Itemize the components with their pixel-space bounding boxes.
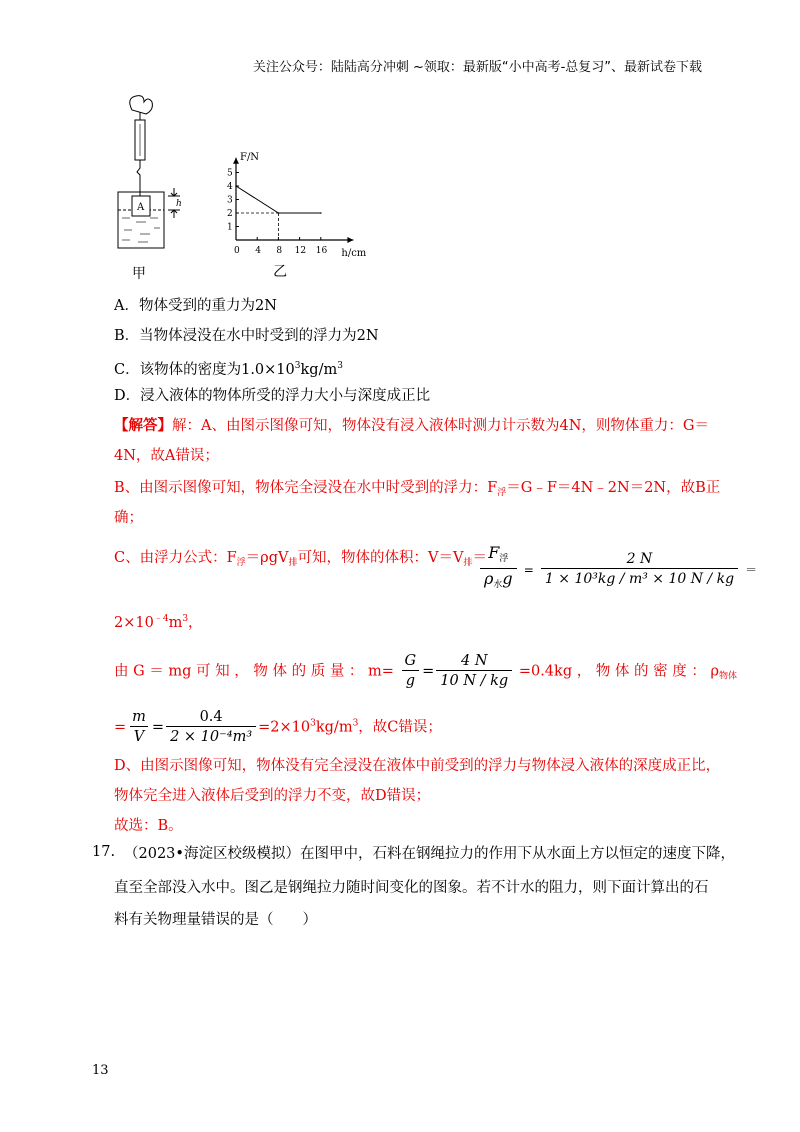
- m-f1-num: G: [404, 653, 417, 669]
- c-sub2: 排: [288, 558, 298, 568]
- m-post: =0.4kg ， 物 体 的 密 度 ： ρ: [518, 663, 720, 680]
- question-line3: 料有关物理量错误的是（ ）: [114, 912, 317, 928]
- question-line2: 直至全部没入水中。图乙是钢绳拉力随时间变化的图象。若不计水的阻力，则下面计算出的石: [114, 880, 709, 896]
- c-eq: ＝: [472, 550, 487, 566]
- rho-tail: ，故C错误；: [358, 719, 442, 736]
- frac-g-g: [401, 652, 421, 691]
- m-f2-num: 4 N: [460, 653, 488, 669]
- f1-num-sub: 浮: [499, 554, 509, 564]
- x-axis-arrow: [347, 237, 353, 243]
- c-mid: ＝ρgV: [245, 550, 289, 566]
- option-c-text: C．该物体的密度为1.0×10: [114, 362, 295, 378]
- x-tick-label: 16: [315, 246, 328, 256]
- option-b: B．当物体浸没在水中时受到的浮力为2N: [114, 328, 379, 344]
- f1-num: F: [488, 543, 500, 562]
- rho-end: kg/m: [315, 719, 353, 736]
- f2-num: 2 N: [626, 551, 653, 567]
- y-tick-label: 1: [227, 222, 233, 233]
- answer-b-text: B、由图示图像可知，物体完全浸没在水中时受到的浮力：F: [114, 480, 498, 496]
- answer-a-text: 解：A、由图示图像可知，物体没有浸入液体时测力计示数为4N，则物体重力：G＝: [172, 418, 709, 434]
- option-c-sup: 3: [294, 361, 301, 371]
- page-header: 关注公众号：陆陆高分冲刺 ~领取：最新版“小中高考-总复习”、最新试卷下载: [252, 60, 702, 75]
- block-label: A: [137, 202, 145, 213]
- frac-f-rho: [480, 544, 517, 595]
- c2-sup2: 3: [182, 614, 189, 624]
- answer-c-line3: 由 G ＝ mg 可 知 ， 物 体 的 质 量 ： m= $\frac{G}{g}$ = $\frac{4 N}{10 N / kg}$ =0.4kg ， 物 体 的 密 度 ： $\rho_{物体}$: [114, 653, 738, 689]
- option-d: D．浸入液体的物体所受的浮力大小与深度成正比: [114, 388, 431, 404]
- c2-end: ，: [188, 615, 203, 631]
- hand-icon: [130, 96, 153, 114]
- c-sub1: 浮: [236, 558, 246, 568]
- rho-pre: =: [114, 719, 127, 736]
- formula-volume: $\frac{F_浮}{\rho_水g}$ = $\frac{2 N}{\text{1 × 10³kg / m³ × 10 N / kg}}$ ＝: [478, 544, 757, 595]
- figure-yi-chart: [222, 140, 372, 285]
- data-point: [235, 185, 237, 187]
- c-end: ＝: [745, 563, 758, 577]
- data-point: [320, 212, 322, 214]
- answer-b-sub: 浮: [497, 488, 507, 498]
- option-a: A．物体受到的重力为2N: [114, 298, 277, 314]
- answer-d-line2: 物体完全进入液体后受到的浮力不变，故D错误；: [114, 788, 431, 804]
- question-line1: （2023•海淀区校级模拟）在图甲中，石料在钢绳拉力的作用下从水面上方以恒定的速度下降，: [124, 846, 735, 862]
- m-pre: 由 G ＝ mg 可 知 ， 物 体 的 质 量 ： m=: [114, 663, 394, 680]
- series-line: [236, 186, 321, 213]
- m-f2-den: 10 N / kg: [436, 670, 512, 691]
- f1-den: ρ: [484, 569, 494, 588]
- x-axis-label: h/cm: [341, 248, 367, 259]
- y-axis-arrow: [233, 158, 239, 164]
- rho-f2-den: 2 × 10⁻⁴m³: [166, 726, 256, 747]
- answer-tag: 【解答】: [114, 417, 172, 434]
- figure-left-label: 甲: [132, 266, 146, 282]
- c2-pre: 2×10: [114, 615, 154, 631]
- frac-4n: [436, 652, 512, 691]
- y-tick-label: 4: [227, 182, 233, 192]
- frac-m-v: [128, 708, 150, 747]
- rho-sup: 3: [310, 718, 316, 729]
- rho-sup2: 3: [352, 718, 359, 729]
- m-f1-den: g: [402, 670, 419, 691]
- y-tick-label: 5: [227, 168, 233, 179]
- y-axis-label: F/N: [240, 151, 260, 163]
- c-rest: 可知，物体的体积：V＝V: [297, 550, 464, 566]
- c-sub3: 排: [463, 558, 473, 568]
- x-tick-label: 12: [294, 246, 307, 256]
- x-tick-label: 0: [234, 246, 240, 256]
- frac-2n: [541, 550, 738, 589]
- option-c-sup2: 3: [337, 361, 343, 371]
- answer-b-line1: [114, 478, 720, 503]
- y-tick-label: 3: [227, 195, 233, 206]
- figure-jia: [110, 92, 190, 282]
- data-point: [278, 212, 280, 214]
- frac-04: [166, 708, 256, 747]
- answer-c-line4: = $\frac{m}{V}$ = $\frac{0.4}{\text{2 × 10⁻⁴m³}}$ $=2\times 10^3kg/m^3$，故C错误；: [114, 709, 442, 745]
- answer-choice: 故选：B。: [114, 818, 183, 834]
- rho-f2-num: 0.4: [199, 709, 223, 725]
- rho-f1-den: V: [130, 726, 148, 747]
- f1-den-g: g: [502, 569, 513, 588]
- option-c: [114, 356, 343, 380]
- c2-sup: ﹣4: [153, 614, 169, 624]
- h-label: h: [176, 199, 182, 209]
- answer-a-line1: [114, 416, 709, 436]
- answer-d-line1: D、由图示图像可知，物体没有完全浸没在液体中前受到的浮力与物体浸入液体的深度成正比，: [114, 758, 721, 774]
- answer-a-line2: 4N，故A错误；: [114, 448, 219, 464]
- figure-right-label: 乙: [273, 264, 288, 280]
- c-text1: C、由浮力公式：F: [114, 550, 237, 566]
- answer-c-line2: [114, 609, 203, 633]
- x-tick-label: 8: [276, 246, 283, 256]
- option-c-unit: kg/m: [300, 362, 338, 378]
- answer-b-rest: ＝G﹣F＝4N﹣2N＝2N，故B正: [506, 480, 721, 496]
- question-number: 17.: [92, 844, 116, 860]
- x-tick-label: 4: [255, 246, 261, 256]
- answer-c-line1: [114, 548, 487, 573]
- rho-post: =2×10: [258, 719, 311, 736]
- m-post-sub: 物体: [719, 671, 738, 682]
- f2-den: 1 × 10³kg / m³ × 10 N / kg: [541, 568, 738, 589]
- y-tick-label: 2: [227, 209, 233, 219]
- rho-f1-num: m: [132, 709, 146, 725]
- f1-den-sub: 水: [493, 580, 503, 590]
- c2-mid: m: [168, 615, 183, 631]
- answer-b-line2: 确；: [114, 510, 143, 526]
- page-number: 13: [92, 1063, 109, 1078]
